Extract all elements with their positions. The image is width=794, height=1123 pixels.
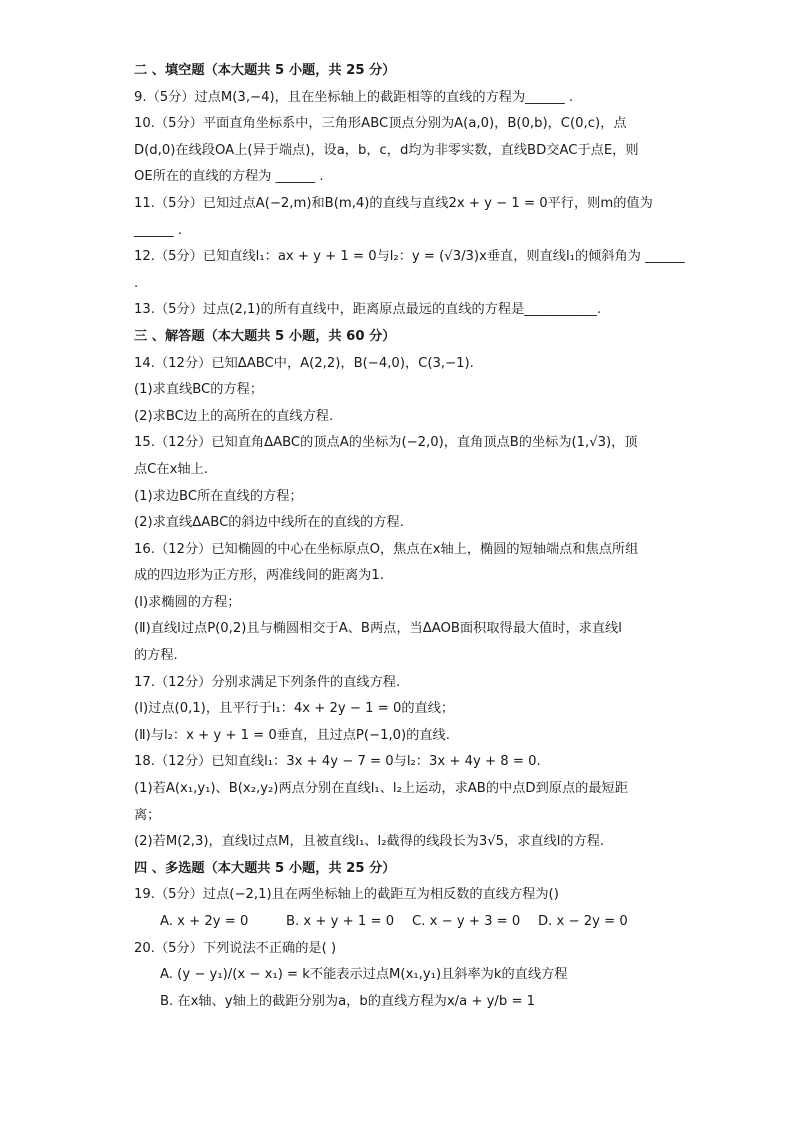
question-18-part-2: (2)若M(2,3)，直线l过点M，且被直线l₁、l₂截得的线段长为3√5，求直线l的方程. <box>134 834 605 850</box>
question-16-part-2-line-2: 的方程. <box>134 648 178 664</box>
question-19-option-b: B. x + y + 1 = 0 <box>286 914 395 929</box>
question-15-line-2: 点C在x轴上. <box>134 461 208 477</box>
section-heading-fill-in: 二 、填空题（本大题共 5 小题，共 25 分） <box>134 63 396 78</box>
question-15-part-1: (1)求边BC所在直线的方程； <box>134 488 303 504</box>
question-15-part-2: (2)求直线ΔABC的斜边中线所在的直线的方程. <box>134 515 404 531</box>
question-17-part-1: (Ⅰ)过点(0,1)，且平行于l₁：4x + 2y − 1 = 0的直线； <box>134 701 455 717</box>
question-17-part-2: (Ⅱ)与l₂：x + y + 1 = 0垂直，且过点P(−1,0)的直线. <box>134 727 450 743</box>
question-20: 20.（5分）下列说法不正确的是( ) <box>134 940 337 956</box>
question-18: 18.（12分）已知直线l₁：3x + 4y − 7 = 0与l₂：3x + 4y + 8 = 0. <box>134 754 541 770</box>
question-11-line-2: ______ . <box>134 222 182 238</box>
question-16-line-1: 16.（12分）已知椭圆的中心在坐标原点O，焦点在x轴上，椭圆的短轴端点和焦点所组 <box>134 541 639 557</box>
question-10-line-3: OE所在的直线的方程为 ______ . <box>134 169 324 185</box>
question-12-line-2: . <box>134 275 139 291</box>
question-9: 9.（5分）过点M(3,−4)，且在坐标轴上的截距相等的直线的方程为______ . <box>134 89 574 105</box>
question-14-part-2: (2)求BC边上的高所在的直线方程. <box>134 408 334 424</box>
question-19-options <box>134 909 664 936</box>
question-19-option-d: D. x − 2y = 0 <box>538 914 628 929</box>
question-19: 19.（5分）过点(−2,1)且在两坐标轴上的截距互为相反数的直线方程为() <box>134 887 559 903</box>
question-20-option-b: B. 在x轴、y轴上的截距分别为a，b的直线方程为x/a + y/b = 1 <box>160 993 536 1009</box>
question-14: 14.（12分）已知ΔABC中，A(2,2)，B(−4,0)，C(3,−1). <box>134 355 474 371</box>
question-12-line-1: 12.（5分）已知直线l₁：ax + y + 1 = 0与l₂：y = (√3/3)x垂直，则直线l₁的倾斜角为 ______ <box>134 249 685 265</box>
exam-page <box>134 58 685 1015</box>
question-17: 17.（12分）分别求满足下列条件的直线方程. <box>134 674 401 690</box>
question-15-line-1: 15.（12分）已知直角ΔABC的顶点A的坐标为(−2,0)，直角顶点B的坐标为(1,√3)，顶 <box>134 435 638 451</box>
question-10-line-2: D(d,0)在线段OA上(异于端点)，设a，b，c，d均为非零实数，直线BD交AC于点E，则 <box>134 142 639 158</box>
section-heading-multiple-choice: 四 、多选题（本大题共 5 小题，共 25 分） <box>134 860 396 876</box>
question-13: 13.（5分）过点(2,1)的所有直线中，距离原点最远的直线的方程是___________. <box>134 302 602 318</box>
question-16-part-1: (Ⅰ)求椭圆的方程； <box>134 594 241 610</box>
question-16-line-2: 成的四边形为正方形，两准线间的距离为1. <box>134 568 384 584</box>
section-heading-answer: 三 、解答题（本大题共 5 小题，共 60 分） <box>134 328 396 344</box>
question-19-option-a: A. x + 2y = 0 <box>160 914 249 929</box>
question-14-part-1: (1)求直线BC的方程； <box>134 382 264 398</box>
question-19-option-c: C. x − y + 3 = 0 <box>412 914 521 929</box>
question-20-option-a: A. (y − y₁)/(x − x₁) = k不能表示过点M(x₁,y₁)且斜率为k的直线方程 <box>160 967 568 983</box>
question-18-part-1-line-2: 离； <box>134 807 161 823</box>
question-11-line-1: 11.（5分）已知过点A(−2,m)和B(m,4)的直线与直线2x + y − 1 = 0平行，则m的值为 <box>134 195 653 211</box>
question-16-part-2-line-1: (Ⅱ)直线l过点P(0,2)且与椭圆相交于A、B两点，当ΔAOB面积取得最大值时，求直线l <box>134 621 622 637</box>
question-10-line-1: 10.（5分）平面直角坐标系中，三角形ABC顶点分别为A(a,0)，B(0,b)，C(0,c)，点 <box>134 116 627 132</box>
question-18-part-1-line-1: (1)若A(x₁,y₁)、B(x₂,y₂)两点分别在直线l₁、l₂上运动，求AB的中点D到原点的最短距 <box>134 781 628 797</box>
